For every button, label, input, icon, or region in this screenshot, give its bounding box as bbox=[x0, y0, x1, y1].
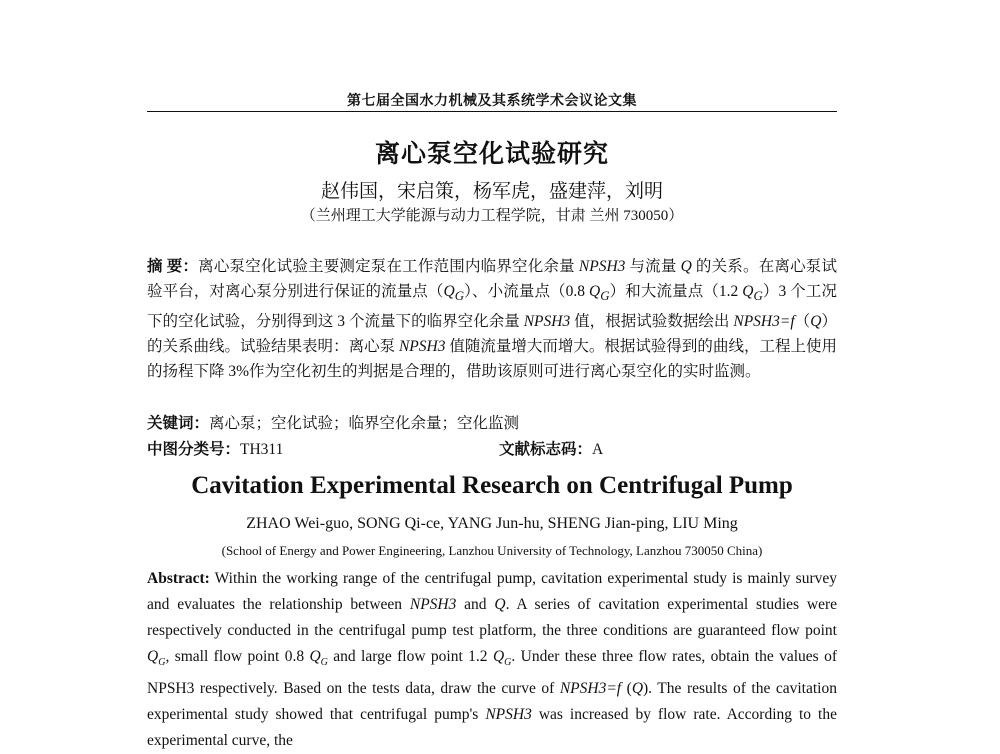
document-code bbox=[499, 437, 603, 459]
english-abstract-label: Abstract: bbox=[147, 570, 210, 587]
english-abstract: Abstract: Within the working range of the centrifugal pump, cavitation experimental study is mainly survey and evaluates the relationship between NPSH3 and Q. A series of cavitation experimental studies were respectively conducted in the centrifugal pump test platform, the three conditions are guaranteed flow point $Q_G$, small flow point 0.8 $Q_G$ and large flow point 1.2 $Q_G$. Under these three flow rates, obtain the values of NPSH3 respectively. Based on the tests data, draw the curve of NPSH3=f (Q). The results of the cavitation experimental study showed that centrifugal pump's NPSH3 was increased by flow rate. According to the experimental curve, the bbox=[147, 570, 838, 750]
chinese-abstract: 摘 要：离心泵空化试验主要测定泵在工作范围内临界空化余量 NPSH3 与流量 Q 的关系。在离心泵试验平台，对离心泵分别进行保证的流量点$(Q_G)$、小流量点（0.8 $Q_G$）和大流量点（1.2 $Q_G)3$ 个工况下的空化试验，分别得到这 3 个流量下的临界空化余量 NPSH3 值，根据试验数据绘出 NPSH3=f（Q）的关系曲线。试验结果表明：离心泵 NPSH3 值随流量增大而增大。根据试验得到的曲线，工程上使用的扬程下降 3%作为空化初生的判据是合理的，借助该原则可进行离心泵空化的实时监测。 bbox=[147, 258, 837, 380]
class-number-label: 中图分类号： bbox=[147, 441, 241, 458]
english-authors: ZHAO Wei-guo, SONG Qi-ce, YANG Jun-hu, SHENG Jian-ping, LIU Ming bbox=[246, 515, 738, 532]
document-code-value: A bbox=[592, 441, 604, 458]
english-title: Cavitation Experimental Research on Centrifugal Pump bbox=[191, 472, 793, 499]
chinese-abstract-label: 摘 要： bbox=[147, 258, 199, 275]
english-affiliation: (School of Energy and Power Engineering, Lanzhou University of Technology, Lanzhou 730050 China) bbox=[221, 543, 763, 558]
chinese-keywords bbox=[147, 411, 837, 433]
running-head: 第七届全国水力机械及其系统学术会议论文集 bbox=[347, 94, 637, 109]
keywords-value: 离心泵；空化试验；临界空化余量；空化监测 bbox=[209, 415, 520, 432]
class-number-value: TH311 bbox=[240, 441, 284, 458]
keywords-label: 关键词： bbox=[147, 415, 210, 432]
classification-line bbox=[147, 437, 837, 459]
chinese-title: 离心泵空化试验研究 bbox=[374, 141, 609, 168]
chinese-affiliation: （兰州理工大学能源与动力工程学院，甘肃 兰州 730050） bbox=[300, 208, 684, 224]
document-code-label: 文献标志码： bbox=[499, 441, 593, 458]
header-rule bbox=[147, 111, 837, 112]
chinese-authors: 赵伟国，宋启策，杨军虎，盛建萍，刘明 bbox=[320, 181, 663, 202]
